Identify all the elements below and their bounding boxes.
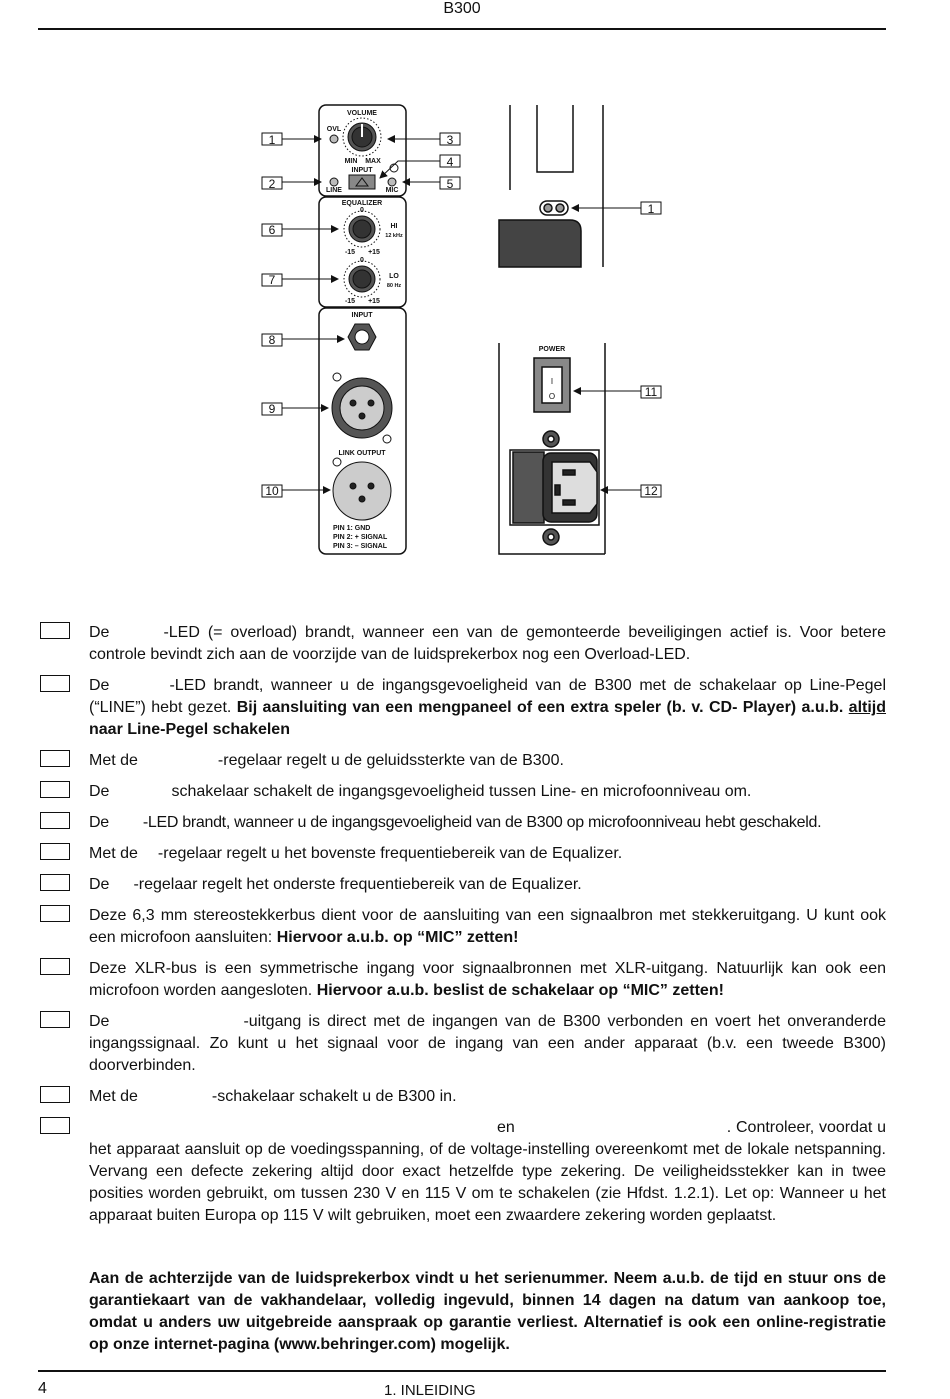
list-item: De -regelaar regelt het onderste frequentiebereik van de Equalizer. — [40, 874, 886, 896]
callout-6 — [262, 223, 338, 237]
line-led — [330, 178, 338, 186]
label-input2: INPUT — [351, 312, 373, 319]
callout-3 — [388, 133, 460, 147]
page-number: 4 — [38, 1380, 47, 1397]
item-number-box — [40, 1011, 70, 1028]
item-number-box — [40, 622, 70, 639]
list-item: Deze 6,3 mm stereostekkerbus dient voor de aansluiting van een signaalbron met stekkeruitgang. U kunt ook een microfoon aansluiten: Hiervoor a.u.b. op “MIC” zetten! — [40, 905, 886, 949]
hi-eq-knob — [344, 211, 380, 247]
list-item: Met de -regelaar regelt u het bovenste frequentiebereik van de Equalizer. — [40, 843, 886, 865]
callout-12 — [601, 484, 661, 498]
callout-4 — [380, 155, 460, 178]
rear-panel-lower — [499, 343, 605, 554]
callout-11 — [574, 385, 661, 399]
label-hi-max: +15 — [368, 249, 380, 256]
svg-text:1: 1 — [647, 202, 655, 216]
label-pin2: PIN 2: + SIGNAL — [333, 534, 388, 541]
svg-text:6: 6 — [268, 223, 276, 237]
callout-9 — [262, 402, 328, 416]
list-item: Met de -regelaar regelt u de geluidssterkte van de B300. — [40, 750, 886, 772]
svg-text:1: 1 — [268, 133, 276, 147]
svg-text:3: 3 — [446, 133, 454, 147]
volume-knob — [343, 118, 381, 156]
item-number-box — [40, 781, 70, 798]
xlr-input-socket — [332, 373, 392, 443]
list-item: Deze XLR-bus is een symmetrische ingang voor signaalbronnen met XLR-uitgang. Natuurlijk kan ook een microfoon worden aangesloten. Hiervoor a.u.b. beslist de schakelaar op “MIC” zetten! — [40, 958, 886, 1002]
callout-8 — [262, 333, 344, 347]
callout-10 — [262, 484, 330, 498]
power-off-label: O — [548, 392, 556, 401]
label-volume: VOLUME — [347, 110, 377, 117]
item-number-box — [40, 750, 70, 767]
item-number-box — [40, 675, 70, 692]
label-input: INPUT — [351, 167, 373, 174]
item-number-box — [40, 1117, 70, 1134]
page-header-title: B300 — [443, 0, 481, 17]
rear-panel-upper — [499, 105, 603, 267]
callout-1-rear — [572, 202, 661, 216]
svg-text:7: 7 — [268, 273, 276, 287]
label-ovl: OVL — [326, 126, 342, 133]
callout-7 — [262, 273, 338, 287]
label-pin1: PIN 1: GND — [333, 525, 371, 532]
callout-2 — [262, 177, 321, 191]
chapter-title: 1. INLEIDING — [384, 1382, 476, 1399]
list-item: De -LED brandt, wanneer u de ingangsgevoeligheid van de B300 op microfoonniveau hebt geschakeld. — [40, 812, 886, 834]
lo-eq-knob — [344, 261, 380, 297]
svg-text:8: 8 — [268, 333, 276, 347]
item-number-box — [40, 843, 70, 860]
item-number-box — [40, 905, 70, 922]
xlr-link-output-socket — [333, 458, 391, 520]
label-lo-min: -15 — [344, 298, 356, 305]
amplifier-panel-diagram — [0, 0, 950, 600]
item-number-box — [40, 874, 70, 891]
label-hi: HI — [390, 223, 398, 230]
list-item: De schakelaar schakelt de ingangsgevoeligheid tussen Line- en microfoonniveau om. — [40, 781, 886, 803]
list-item: en . Controleer, voordat u het apparaat aansluit op de voedingsspanning, of de voltage-instelling overeenkomt met de lokale netspanning. Vervang een defecte zekering altijd door exact hetzelfde type zekering. De veiligheidsstekker kan in twee posities worden gebruikt, om tussen 230 V en 115 V om te schakelen (zie Hfdst. 1.2.1). Let op: Wanneer u het apparaat buiten Europa op 115 V wilt gebruiken, moet een zwaardere zekering worden geplaatst. — [40, 1117, 886, 1227]
item-number-box — [40, 812, 70, 829]
label-hi-zero: 0 — [360, 207, 364, 214]
label-lo-max: +15 — [368, 298, 380, 305]
svg-text:2: 2 — [268, 177, 276, 191]
item-number-box — [40, 1086, 70, 1103]
label-power: POWER — [538, 346, 566, 353]
label-lo-freq: 80 Hz — [386, 283, 402, 289]
label-pin3: PIN 3: – SIGNAL — [333, 543, 388, 550]
footer-rule — [38, 1370, 886, 1372]
list-item: De -LED brandt, wanneer u de ingangsgevoeligheid van de B300 met de schakelaar op Line-Pegel (“LINE”) hebt gezet. Bij aansluiting van een mengpaneel of een extra speler (b. v. CD- Player) a.u.b. altijd naar Line-Pegel schakelen — [40, 675, 886, 741]
callout-1-left — [262, 133, 321, 147]
label-line: LINE — [326, 187, 342, 194]
svg-text:4: 4 — [446, 155, 454, 169]
label-link-output: LINK OUTPUT — [338, 450, 386, 457]
svg-text:10: 10 — [265, 484, 279, 498]
svg-text:9: 9 — [268, 402, 276, 416]
label-max: MAX — [365, 158, 381, 165]
power-on-label: I — [550, 377, 554, 386]
label-min: MIN — [344, 158, 358, 165]
label-equalizer: EQUALIZER — [341, 200, 383, 207]
list-item: Met de -schakelaar schakelt u de B300 in. — [40, 1086, 886, 1108]
label-mic: MIC — [385, 187, 399, 194]
jack-input-socket — [348, 324, 376, 350]
list-item: De -LED (= overload) brandt, wanneer een van de gemonteerde beveiligingen actief is. Voor betere controle bevindt zich aan de voorzijde van de luidsprekerbox nog een Overload-LED. — [40, 622, 886, 666]
label-hi-min: -15 — [344, 249, 356, 256]
label-lo: LO — [389, 273, 399, 280]
list-item: De -uitgang is direct met de ingangen van de B300 verbonden en voert het onveranderde ingangssignaal. Zo kunt u het signaal voor de ingang van een ander apparaat (b.v. een tweede B300) doorverbinden. — [40, 1011, 886, 1077]
ovl-led — [330, 135, 338, 143]
svg-text:5: 5 — [446, 177, 454, 191]
label-lo-zero: 0 — [360, 257, 364, 264]
mic-led — [388, 178, 396, 186]
registration-note: Aan de achterzijde van de luidsprekerbox vindt u het serienummer. Neem a.u.b. de tijd en stuur ons de garantiekaart van de vakhandelaar, volledig ingevuld, binnen 14 dagen na datum van aankoop toe, omdat u anders uw uitgebreide aanspraak op garantie verliest. Alternatief is ook een online-registratie op onze internet-pagina (www.behringer.com) mogelijk. — [89, 1270, 886, 1353]
input-switch — [349, 175, 375, 189]
svg-text:11: 11 — [644, 385, 658, 399]
callout-5 — [403, 177, 460, 191]
svg-text:12: 12 — [644, 484, 658, 498]
label-hi-freq: 12 kHz — [385, 233, 403, 239]
item-number-box — [40, 958, 70, 975]
description-list — [40, 622, 886, 1236]
